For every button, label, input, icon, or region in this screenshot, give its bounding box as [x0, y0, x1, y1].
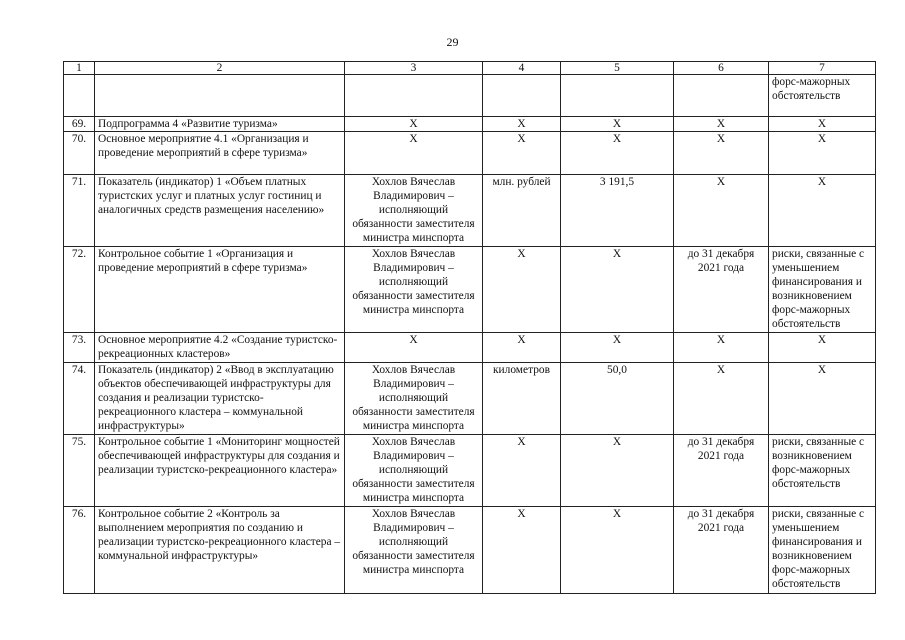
target-value: Х [561, 333, 674, 363]
risk-description: Х [769, 175, 876, 247]
event-name: Основное мероприятие 4.2 «Создание туристско-рекреационных кластеров» [95, 333, 345, 363]
table-row [64, 333, 876, 363]
deadline: Х [674, 363, 769, 435]
target-value: Х [561, 117, 674, 132]
unit-of-measure: Х [483, 247, 561, 333]
unit-of-measure: Х [483, 117, 561, 132]
row-number: 74. [64, 363, 95, 435]
table-row [64, 507, 876, 594]
unit-of-measure [483, 75, 561, 117]
deadline: Х [674, 117, 769, 132]
column-header-6: 6 [674, 62, 769, 75]
column-header-5: 5 [561, 62, 674, 75]
event-name: Контрольное событие 1 «Мониторинг мощностей обеспечивающей инфраструктуры для создания и реализации туристско-рекреационного кластера» [95, 435, 345, 507]
target-value: Х [561, 247, 674, 333]
deadline: до 31 декабря 2021 года [674, 247, 769, 333]
event-name: Показатель (индикатор) 2 «Ввод в эксплуатацию объектов обеспечивающей инфраструктуры для создания и реализации туристско-рекреационного кластера – коммунальной инфраструктуры» [95, 363, 345, 435]
risk-description: риски, связанные с возникновением форс-мажорных обстоятельств [769, 435, 876, 507]
target-value [561, 75, 674, 117]
column-header-3: 3 [345, 62, 483, 75]
table-row [64, 75, 876, 117]
column-header-1: 1 [64, 62, 95, 75]
unit-of-measure: Х [483, 435, 561, 507]
risk-description: Х [769, 132, 876, 175]
table-row [64, 247, 876, 333]
responsible-person: Хохлов Вячеслав Владимирович – исполняющий обязанности заместителя министра минспорта [345, 175, 483, 247]
row-number: 71. [64, 175, 95, 247]
column-number-row [64, 62, 876, 75]
target-value: 3 191,5 [561, 175, 674, 247]
target-value: 50,0 [561, 363, 674, 435]
risk-description: риски, связанные с уменьшением финансирования и возникновением форс-мажорных обстоятельств [769, 247, 876, 333]
responsible-person: Хохлов Вячеслав Владимирович – исполняющий обязанности заместителя министра минспорта [345, 247, 483, 333]
deadline: Х [674, 132, 769, 175]
responsible-person [345, 75, 483, 117]
row-number: 75. [64, 435, 95, 507]
row-number [64, 75, 95, 117]
event-name: Контрольное событие 2 «Контроль за выполнением мероприятия по созданию и реализации туристско-рекреационного кластера – коммунальной инфраструктуры» [95, 507, 345, 594]
event-name: Подпрограмма 4 «Развитие туризма» [95, 117, 345, 132]
table-row [64, 175, 876, 247]
deadline: до 31 декабря 2021 года [674, 435, 769, 507]
event-name: Основное мероприятие 4.1 «Организация и проведение мероприятий в сфере туризма» [95, 132, 345, 175]
risk-description: форс-мажорных обстоятельств [769, 75, 876, 117]
event-name [95, 75, 345, 117]
column-header-4: 4 [483, 62, 561, 75]
table-row [64, 363, 876, 435]
responsible-person: Х [345, 117, 483, 132]
column-header-7: 7 [769, 62, 876, 75]
responsible-person: Хохлов Вячеслав Владимирович – исполняющий обязанности заместителя министра минспорта [345, 363, 483, 435]
unit-of-measure: Х [483, 507, 561, 594]
table-row [64, 132, 876, 175]
risk-description: Х [769, 363, 876, 435]
table-row [64, 117, 876, 132]
deadline: Х [674, 175, 769, 247]
page-number: 29 [446, 35, 459, 49]
table-row [64, 435, 876, 507]
unit-of-measure: Х [483, 333, 561, 363]
row-number: 69. [64, 117, 95, 132]
deadline [674, 75, 769, 117]
risk-description: Х [769, 117, 876, 132]
row-number: 70. [64, 132, 95, 175]
row-number: 73. [64, 333, 95, 363]
deadline: до 31 декабря 2021 года [674, 507, 769, 594]
unit-of-measure: Х [483, 132, 561, 175]
responsible-person: Х [345, 132, 483, 175]
target-value: Х [561, 507, 674, 594]
row-number: 72. [64, 247, 95, 333]
column-header-2: 2 [95, 62, 345, 75]
responsible-person: Хохлов Вячеслав Владимирович – исполняющий обязанности заместителя министра минспорта [345, 435, 483, 507]
unit-of-measure: млн. рублей [483, 175, 561, 247]
risk-description: Х [769, 333, 876, 363]
deadline: Х [674, 333, 769, 363]
target-value: Х [561, 132, 674, 175]
plan-table [63, 61, 876, 594]
unit-of-measure: километров [483, 363, 561, 435]
risk-description: риски, связанные с уменьшением финансирования и возникновением форс-мажорных обстоятельств [769, 507, 876, 594]
responsible-person: Хохлов Вячеслав Владимирович – исполняющий обязанности заместителя министра минспорта [345, 507, 483, 594]
row-number: 76. [64, 507, 95, 594]
target-value: Х [561, 435, 674, 507]
event-name: Показатель (индикатор) 1 «Объем платных туристских услуг и платных услуг гостиниц и аналогичных средств размещения населению» [95, 175, 345, 247]
responsible-person: Х [345, 333, 483, 363]
event-name: Контрольное событие 1 «Организация и проведение мероприятий в сфере туризма» [95, 247, 345, 333]
